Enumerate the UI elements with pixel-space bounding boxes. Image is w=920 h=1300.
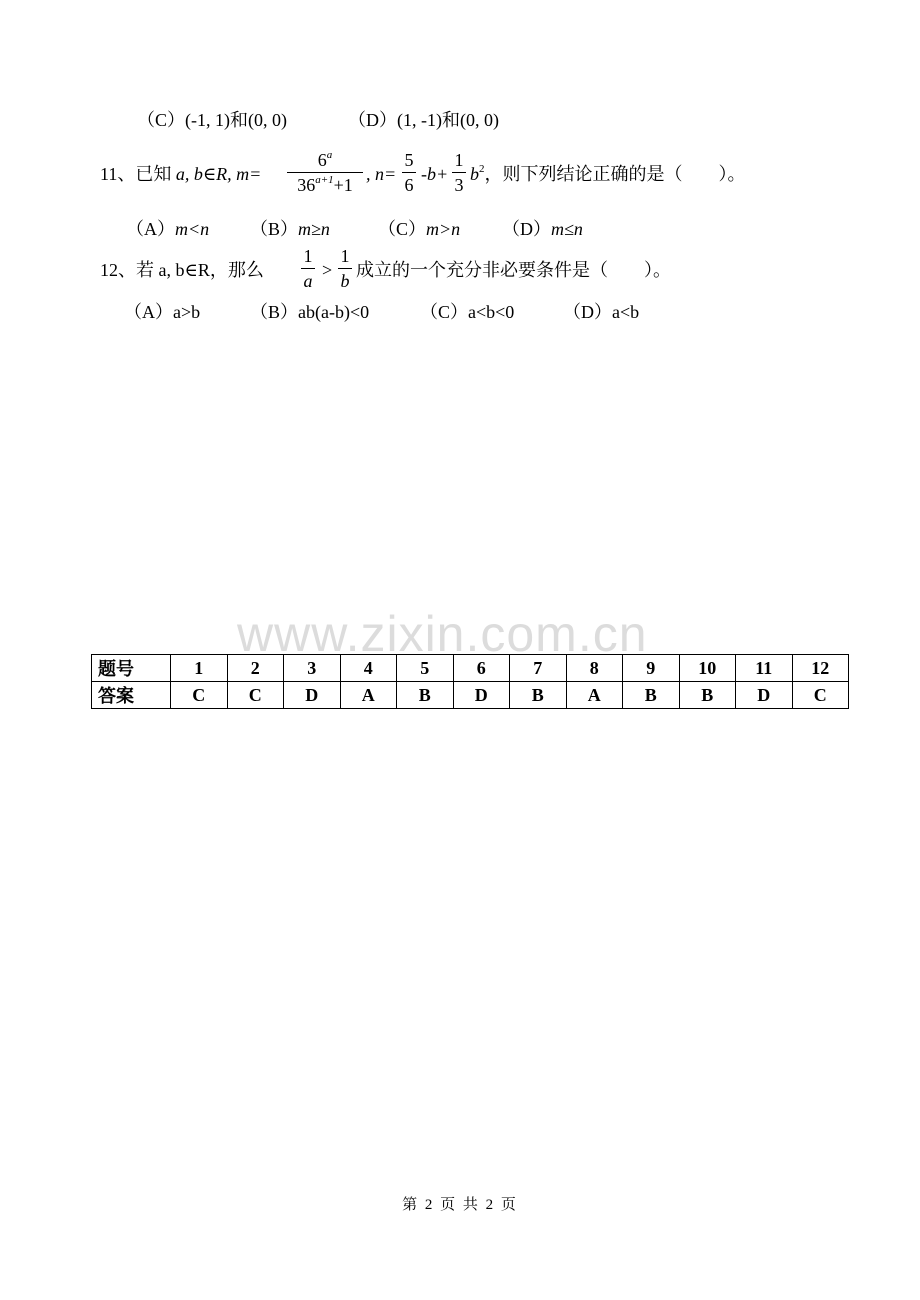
q11-m-denominator bbox=[287, 175, 363, 195]
answer-table-number-header: 题号 bbox=[92, 655, 171, 682]
q12-f1-den: a bbox=[303, 271, 313, 291]
question-number-cell: 10 bbox=[679, 655, 736, 682]
answer-cell: D bbox=[453, 682, 510, 709]
answer-cell: C bbox=[792, 682, 849, 709]
question-number-cell: 8 bbox=[566, 655, 623, 682]
q12-option-c: （C）a<b<0 bbox=[420, 302, 515, 322]
q12-fraction-1 bbox=[301, 246, 315, 291]
q11-n-f2-num: 1 bbox=[454, 150, 464, 170]
answer-table-answer-header: 答案 bbox=[92, 682, 171, 709]
q12-f2-den: b bbox=[340, 271, 350, 291]
q11-n-fraction-1 bbox=[402, 150, 416, 195]
q11-n-f1-den: 6 bbox=[404, 175, 414, 195]
q10-option-c-text: (-1, 1)和(0, 0) bbox=[185, 110, 287, 130]
q11-vars: a, b∈R, m= bbox=[175, 164, 262, 184]
q12-gt: > bbox=[322, 260, 333, 280]
q11-n-prefix bbox=[366, 164, 396, 184]
q11-n-f2-bar bbox=[452, 172, 466, 173]
question-number-cell: 3 bbox=[284, 655, 341, 682]
q10-option-d-text: (1, -1)和(0, 0) bbox=[397, 110, 499, 130]
answer-cell: D bbox=[284, 682, 341, 709]
answer-cell: B bbox=[510, 682, 567, 709]
q11-m-fraction-bar bbox=[287, 172, 363, 173]
q11-option-a-label: （A） bbox=[126, 219, 175, 239]
q10-option-c bbox=[137, 110, 287, 130]
q11-option-d bbox=[502, 219, 583, 239]
q11-option-b-label: （B） bbox=[250, 219, 299, 239]
q11-n-tail: b bbox=[470, 164, 479, 184]
q11-option-c-text: m>n bbox=[426, 219, 461, 239]
q12-option-b: （B）ab(a-b)<0 bbox=[250, 302, 370, 322]
q11-option-d-label: （D） bbox=[502, 219, 551, 239]
q10-option-d-label: （D） bbox=[348, 110, 397, 130]
answer-cell: B bbox=[623, 682, 680, 709]
q11-stem-start bbox=[100, 164, 261, 184]
q11-m-num-exp: a bbox=[326, 149, 333, 161]
q11-n-f1-bar bbox=[402, 172, 416, 173]
question-number-cell: 9 bbox=[623, 655, 680, 682]
q12-option-d: （D）a<b bbox=[563, 302, 640, 322]
q11-number: 11、已知 bbox=[100, 164, 172, 184]
answer-cell: A bbox=[340, 682, 397, 709]
q11-n-fraction-2 bbox=[452, 150, 466, 195]
answer-cell: B bbox=[397, 682, 454, 709]
answer-cell: C bbox=[171, 682, 228, 709]
q11-m-den-rest: +1 bbox=[333, 175, 353, 195]
q11-option-b bbox=[250, 219, 330, 239]
q10-option-c-label: （C） bbox=[137, 110, 186, 130]
q11-m-den-exp: a+1 bbox=[315, 174, 334, 186]
question-number-cell: 7 bbox=[510, 655, 567, 682]
question-number-cell: 2 bbox=[227, 655, 284, 682]
question-number-cell: 12 bbox=[792, 655, 849, 682]
answer-cell: A bbox=[566, 682, 623, 709]
q12-fraction-2 bbox=[338, 246, 352, 291]
answer-cell: B bbox=[679, 682, 736, 709]
q11-question: ，则下列结论正确的是（ ）。 bbox=[484, 164, 746, 184]
question-number-cell: 1 bbox=[171, 655, 228, 682]
question-number-cell: 5 bbox=[397, 655, 454, 682]
question-number-cell: 11 bbox=[736, 655, 793, 682]
q12-option-a: （A）a>b bbox=[124, 302, 201, 322]
q11-n-f1-num: 5 bbox=[404, 150, 414, 170]
q12-f2-bar bbox=[338, 268, 352, 269]
answer-cell: D bbox=[736, 682, 793, 709]
answer-cell: C bbox=[227, 682, 284, 709]
q11-option-a bbox=[126, 219, 209, 239]
q11-m-numerator bbox=[287, 150, 363, 170]
answer-table bbox=[91, 654, 849, 709]
q12-number: 12、若 a, b∈R，那么 bbox=[100, 260, 264, 280]
q11-n-prefix-text: , n= bbox=[366, 164, 397, 184]
q11-m-num-base: 6 bbox=[317, 150, 327, 170]
q11-stem-end bbox=[470, 164, 746, 184]
q10-option-d bbox=[348, 110, 499, 130]
q11-option-b-text: m≥n bbox=[298, 219, 330, 239]
watermark: www.zixin.com.cn bbox=[237, 606, 648, 662]
q12-question: 成立的一个充分非必要条件是（ ）。 bbox=[356, 260, 671, 280]
q12-f1-bar bbox=[301, 268, 315, 269]
q11-option-d-text: m≤n bbox=[551, 219, 583, 239]
question-number-cell: 6 bbox=[453, 655, 510, 682]
q11-option-c-label: （C） bbox=[378, 219, 427, 239]
page-footer: 第 2 页 共 2 页 bbox=[402, 1197, 518, 1213]
q11-n-tail-exp: 2 bbox=[479, 163, 485, 175]
question-number-cell: 4 bbox=[340, 655, 397, 682]
answer-table-answer-row bbox=[92, 682, 849, 709]
q11-n-f2-den: 3 bbox=[454, 175, 464, 195]
answer-table-number-row bbox=[92, 655, 849, 682]
q11-m-fraction bbox=[287, 150, 363, 195]
q11-m-den-base: 36 bbox=[297, 175, 316, 195]
q12-stem-start bbox=[100, 260, 264, 280]
q11-option-a-text: m<n bbox=[175, 219, 210, 239]
q11-n-mid bbox=[421, 164, 448, 184]
q12-f2-num: 1 bbox=[340, 246, 350, 266]
q11-option-c bbox=[378, 219, 460, 239]
q12-f1-num: 1 bbox=[303, 246, 313, 266]
q11-n-mid-text: -b+ bbox=[421, 164, 449, 184]
